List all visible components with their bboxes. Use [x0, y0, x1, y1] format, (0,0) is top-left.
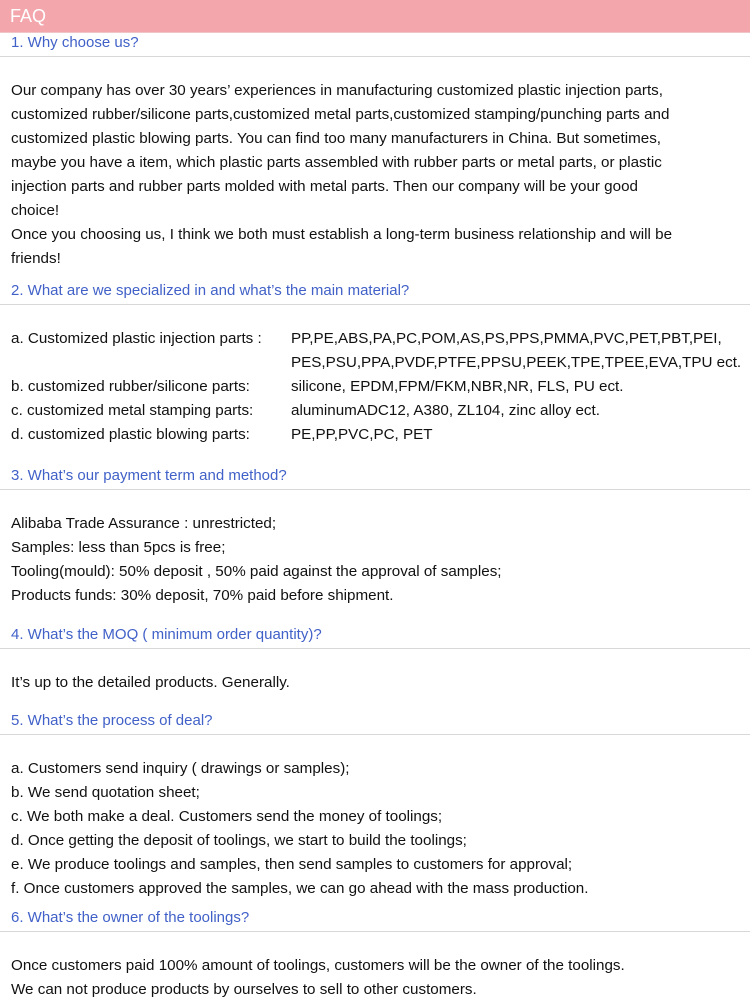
question-5-divider	[0, 734, 750, 735]
answer-3-line: Alibaba Trade Assurance : unrestricted;	[11, 515, 277, 532]
question-3-divider	[0, 489, 750, 490]
material-row-a-continued	[11, 351, 741, 375]
question-4: 4. What’s the MOQ ( minimum order quantity)?	[11, 626, 322, 643]
answer-5-line: b. We send quotation sheet;	[11, 784, 200, 801]
answer-5-line: f. Once customers approved the samples, we can go ahead with the mass production.	[11, 880, 589, 897]
answer-6-line: Once customers paid 100% amount of toolings, customers will be the owner of the toolings.	[11, 957, 625, 974]
question-1: 1. Why choose us?	[11, 34, 139, 51]
material-value: aluminumADC12, A380, ZL104, zinc alloy ect.	[291, 402, 600, 419]
answer-6-line: We can not produce products by ourselves to sell to other customers.	[11, 981, 477, 998]
question-4-divider	[0, 648, 750, 649]
question-3: 3. What’s our payment term and method?	[11, 467, 287, 484]
answer-3	[11, 512, 741, 608]
material-row-c	[11, 399, 741, 423]
answer-5-line: c. We both make a deal. Customers send the money of toolings;	[11, 808, 443, 825]
question-5: 5. What’s the process of deal?	[11, 712, 213, 729]
answer-1	[11, 79, 741, 271]
answer-4	[11, 671, 741, 695]
answer-3-line: Samples: less than 5pcs is free;	[11, 539, 226, 556]
answer-5-line: d. Once getting the deposit of toolings, we start to build the toolings;	[11, 832, 467, 849]
question-1-divider	[0, 56, 750, 57]
answer-5-line: e. We produce toolings and samples, then send samples to customers for approval;	[11, 856, 573, 873]
answer-1-line: friends!	[11, 250, 61, 267]
answer-1-line: Our company has over 30 years’ experiences in manufacturing customized plastic injection parts,	[11, 82, 663, 99]
answer-1-line: Once you choosing us, I think we both must establish a long-term business relationship and will be	[11, 226, 673, 243]
question-2: 2. What are we specialized in and what’s the main material?	[11, 282, 410, 299]
faq-title: FAQ	[10, 6, 47, 26]
question-6: 6. What’s the owner of the toolings?	[11, 909, 250, 926]
answer-4-line: It’s up to the detailed products. Generally.	[11, 674, 290, 691]
answer-1-line: choice!	[11, 202, 60, 219]
material-label: d. customized plastic blowing parts:	[11, 426, 250, 443]
answer-5-line: a. Customers send inquiry ( drawings or samples);	[11, 760, 350, 777]
question-6-divider	[0, 931, 750, 932]
material-value: silicone, EPDM,FPM/FKM,NBR,NR, FLS, PU ect.	[291, 378, 624, 395]
answer-5	[11, 757, 741, 901]
answer-3-line: Tooling(mould): 50% deposit , 50% paid against the approval of samples;	[11, 563, 502, 580]
answer-1-line: customized plastic blowing parts. You can find too many manufacturers in China. But sometimes,	[11, 130, 662, 147]
answer-1-line: maybe you have a item, which plastic parts assembled with rubber parts or metal parts, or plastic	[11, 154, 662, 171]
material-value: PP,PE,ABS,PA,PC,POM,AS,PS,PPS,PMMA,PVC,PET,PBT,PEI,	[291, 330, 722, 347]
answer-6	[11, 954, 741, 1002]
material-row-d	[11, 423, 741, 447]
material-row-a	[11, 327, 741, 351]
faq-header	[0, 0, 750, 33]
material-value: PE,PP,PVC,PC, PET	[291, 426, 433, 443]
material-value: PES,PSU,PPA,PVDF,PTFE,PPSU,PEEK,TPE,TPEE,EVA,TPU ect.	[291, 354, 742, 371]
material-row-b	[11, 375, 741, 399]
answer-1-line: customized rubber/silicone parts,customized metal parts,customized stamping/punching parts and	[11, 106, 670, 123]
question-2-divider	[0, 304, 750, 305]
material-label: b. customized rubber/silicone parts:	[11, 378, 250, 395]
answer-3-line: Products funds: 30% deposit, 70% paid before shipment.	[11, 587, 394, 604]
material-label: a. Customized plastic injection parts :	[11, 330, 262, 347]
answer-1-line: injection parts and rubber parts molded with metal parts. Then our company will be your good	[11, 178, 638, 195]
material-label: c. customized metal stamping parts:	[11, 402, 254, 419]
